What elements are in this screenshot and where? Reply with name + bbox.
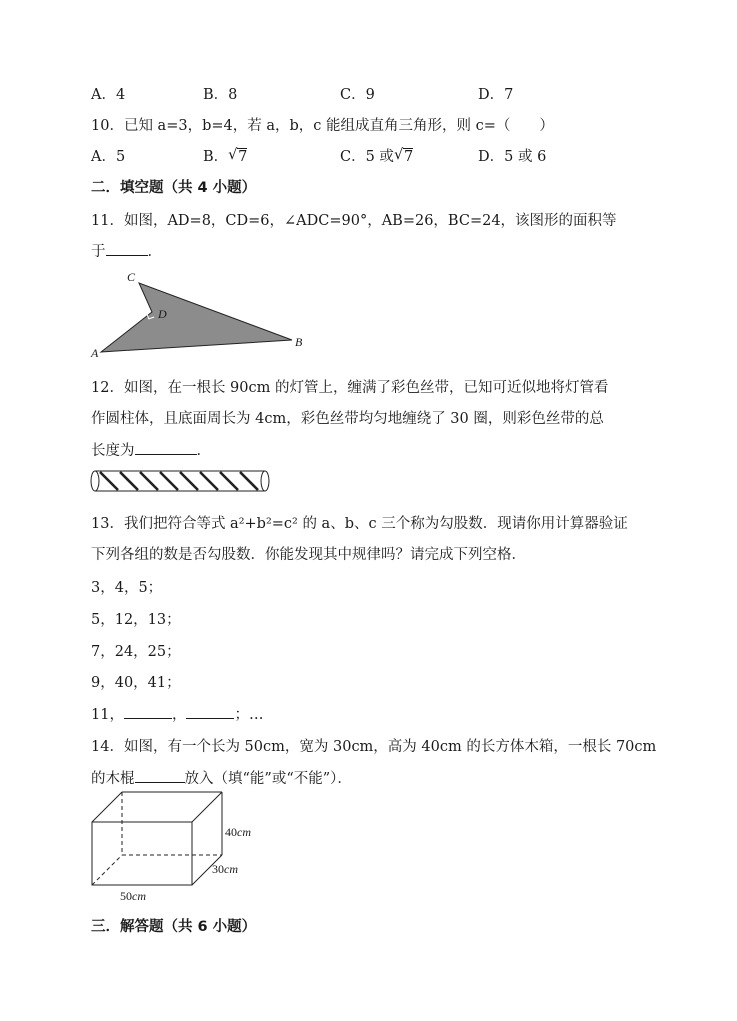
q10-option-b-prefix: B． bbox=[203, 149, 229, 165]
q13-row: 7，24，25； bbox=[91, 644, 181, 660]
q13-row: 3，4，5； bbox=[91, 580, 163, 596]
q11-label-c: C bbox=[127, 270, 136, 284]
q11-label-a: A bbox=[91, 346, 99, 360]
q11-label-d: D bbox=[158, 307, 167, 321]
q10-option-a: A．5 bbox=[91, 149, 126, 165]
q10-option-c-radicand: 7 bbox=[403, 149, 414, 165]
box-hidden-edges bbox=[92, 792, 222, 885]
q9-option-a: A．4 bbox=[91, 87, 126, 103]
q13-row: 9，40，41； bbox=[91, 675, 181, 691]
q10-stem: 10．已知 a=3，b=4，若 a，b，c 能组成直角三角形，则 c=（ ） bbox=[91, 118, 554, 134]
q11-label-b: B bbox=[295, 335, 303, 349]
section-heading-fill-in: 二．填空题（共 4 小题） bbox=[91, 180, 257, 196]
q13-row: 5，12，13； bbox=[91, 612, 181, 628]
q9-option-d: D．7 bbox=[478, 87, 514, 103]
q13-last-sep: ， bbox=[171, 707, 187, 723]
q12-line3-prefix: 长度为 bbox=[91, 443, 135, 459]
q11-line2-suffix: ． bbox=[147, 244, 162, 260]
q10-option-d: D．5 或 6 bbox=[478, 149, 547, 165]
section-heading-answers: 三．解答题（共 6 小题） bbox=[91, 919, 257, 935]
q12-line1: 12．如图，在一根长 90cm 的灯管上，缠满了彩色丝带，已知可近似地将灯管看 bbox=[91, 380, 609, 396]
q12-line3-suffix: ． bbox=[196, 443, 211, 459]
q13-line1: 13．我们把符合等式 a²+b²=c² 的 a、b、c 三个称为勾股数．现请你用计算器验证 bbox=[91, 516, 628, 532]
q10-option-c-prefix: C．5 或 bbox=[340, 149, 394, 165]
q11-line2-prefix: 于 bbox=[91, 244, 106, 260]
q14-height-label: 40cm bbox=[225, 825, 251, 839]
box-front-face bbox=[92, 822, 192, 885]
q14-length-label: 50cm bbox=[120, 889, 146, 903]
q13-last-suffix: ；… bbox=[234, 707, 264, 723]
q13-last-prefix: 11， bbox=[91, 707, 124, 723]
q14-line2-suffix: 放入（填“能”或“不能”）． bbox=[184, 771, 352, 787]
q10-option-b-radicand: 7 bbox=[238, 149, 248, 165]
q12-line2: 作圆柱体，且底面周长为 4cm，彩色丝带均匀地缠绕了 30 圈，则彩色丝带的总 bbox=[91, 411, 604, 427]
q11-line1: 11．如图，AD=8，CD=6，∠ADC=90°，AB=26，BC=24，该图形的面积等 bbox=[91, 213, 617, 229]
q9-option-c: C．9 bbox=[340, 87, 375, 103]
q14-line1: 14．如图，有一个长为 50cm，宽为 30cm，高为 40cm 的长方体木箱，一根长 70cm bbox=[91, 739, 657, 755]
q13-line2: 下列各组的数是否勾股数．你能发现其中规律吗？请完成下列空格． bbox=[91, 547, 526, 563]
q14-line2-prefix: 的木棍 bbox=[91, 771, 135, 787]
q14-width-label: 30cm bbox=[212, 862, 238, 876]
q9-option-b: B．8 bbox=[203, 87, 238, 103]
